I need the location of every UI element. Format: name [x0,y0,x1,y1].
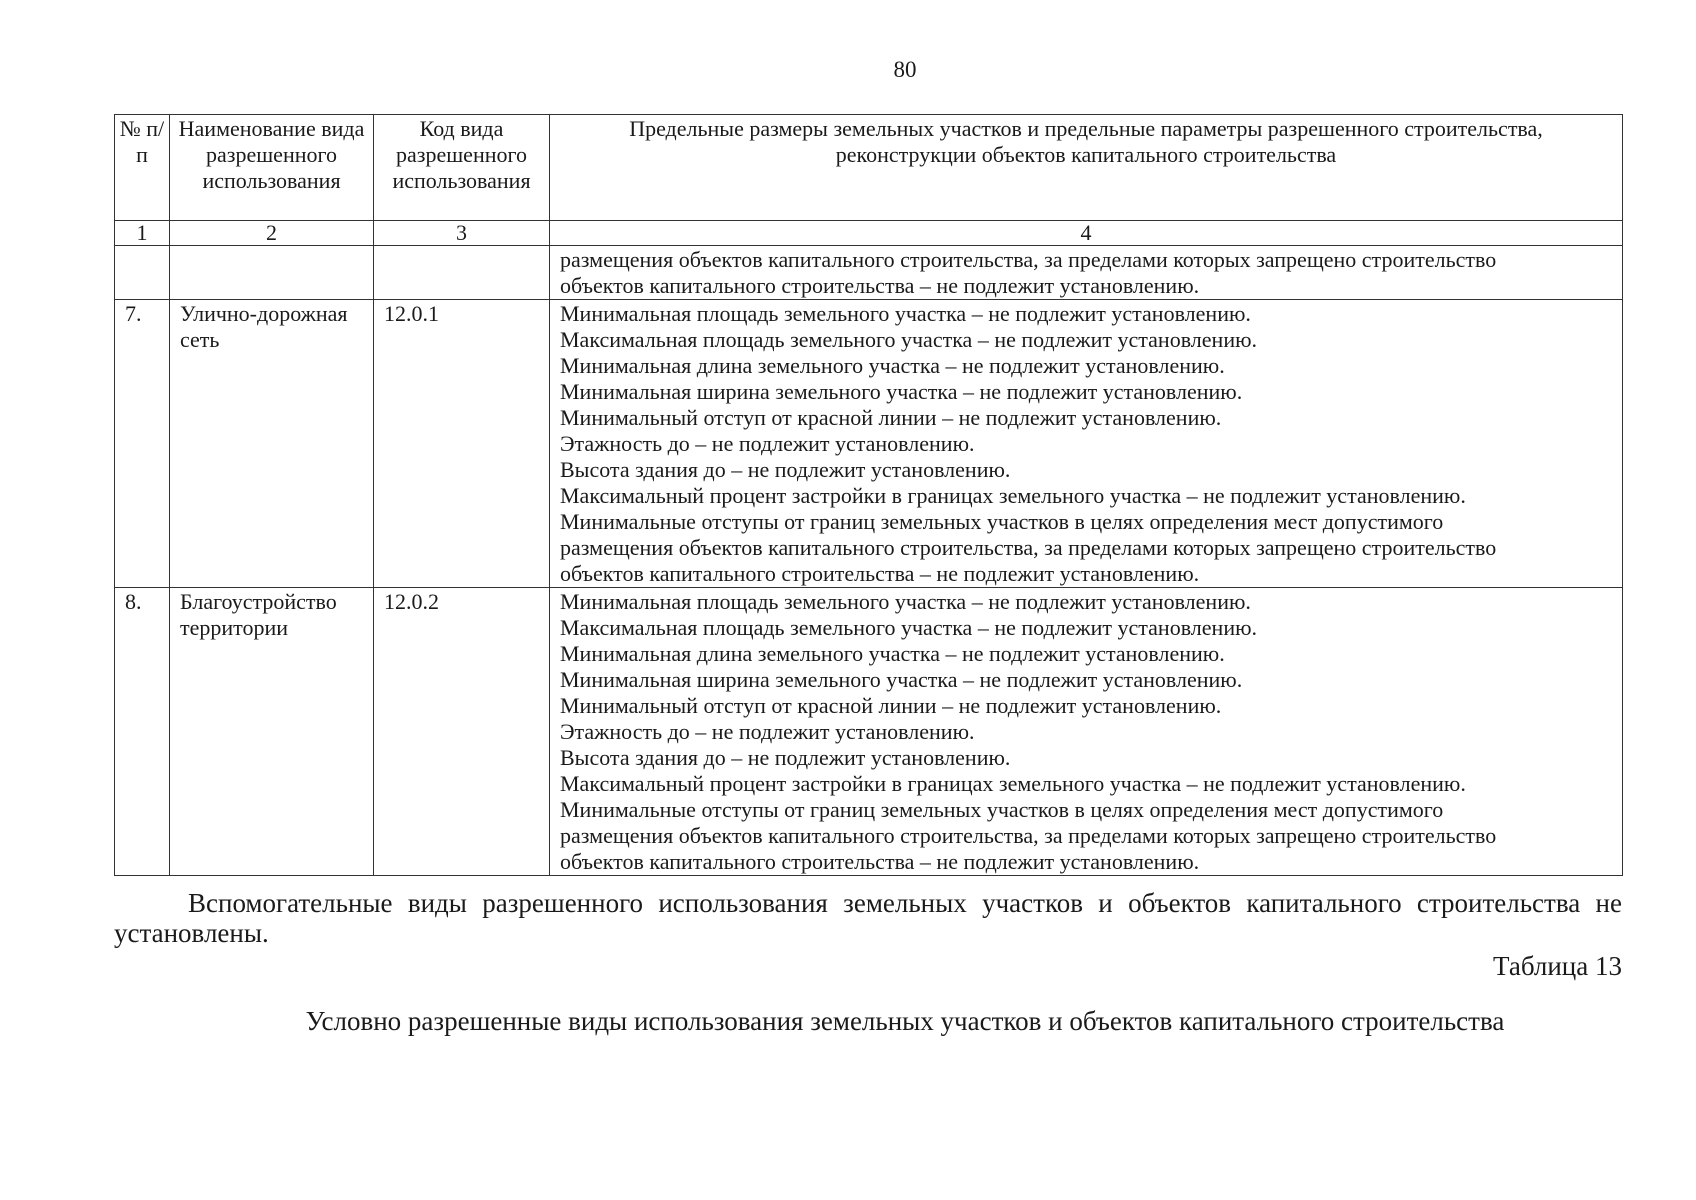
params-line: Максимальный процент застройки в границах земельного участка – не подлежит установлению. [560,771,1466,796]
row-params-cell [550,588,1623,876]
params-line: Минимальная длина земельного участка – не подлежит установлению. [560,353,1225,378]
column-number-row [115,221,1623,246]
params-line: Максимальная площадь земельного участка – не подлежит установлению. [560,327,1258,352]
row-use-name: Улично-дорожная сеть [170,300,374,588]
row-number: 8. [115,588,170,876]
table-row [115,300,1623,588]
row-params-cell [550,300,1623,588]
params-line: размещения объектов капитального строительства, за пределами которых запрещено строительство [560,247,1497,272]
params-line: Минимальная площадь земельного участка – не подлежит установлению. [560,301,1251,326]
params-line: размещения объектов капитального строительства, за пределами которых запрещено строительство [560,535,1497,560]
params-line: Минимальная ширина земельного участка – не подлежит установлению. [560,379,1243,404]
params-line: Минимальные отступы от границ земельных участков в целях определения мест допустимого [560,797,1444,822]
params-line: Максимальная площадь земельного участка – не подлежит установлению. [560,615,1258,640]
table-title: Условно разрешенные виды использования земельных участков и объектов капитального строительства [305,1006,1505,1036]
table-header-row [115,115,1623,221]
row-name-cell [170,246,374,300]
row-number-cell [115,246,170,300]
params-line: Минимальная ширина земельного участка – не подлежит установлению. [560,667,1243,692]
header-use-code: Код вида разрешенного использования [374,115,550,221]
params-line: Минимальный отступ от красной линии – не подлежит установлению. [560,693,1222,718]
header-use-name: Наименование вида разрешенного использования [170,115,374,221]
column-number: 3 [374,221,550,246]
row-code-cell [374,246,550,300]
params-line: Минимальная длина земельного участка – не подлежит установлению. [560,641,1225,666]
continuation-row [115,246,1623,300]
regulations-table [114,114,1623,876]
column-number: 1 [115,221,170,246]
header-number: № п/п [115,115,170,221]
params-line: Высота здания до – не подлежит установлению. [560,745,1011,770]
params-line: Этажность до – не подлежит установлению. [560,431,975,456]
params-line: Минимальные отступы от границ земельных участков в целях определения мест допустимого [560,509,1444,534]
page-number: 80 [893,57,917,82]
params-line: объектов капитального строительства – не подлежит установлению. [560,849,1200,874]
row-use-code: 12.0.1 [374,300,550,588]
params-line: Этажность до – не подлежит установлению. [560,719,975,744]
row-use-code: 12.0.2 [374,588,550,876]
params-line: Минимальный отступ от красной линии – не подлежит установлению. [560,405,1222,430]
column-number: 2 [170,221,374,246]
table-row [115,588,1623,876]
params-line: объектов капитального строительства – не подлежит установлению. [560,561,1200,586]
header-parameters: Предельные размеры земельных участков и предельные параметры разрешенного строительства, реконструкции объектов капитального строительства [550,115,1623,221]
params-line: Минимальная площадь земельного участка – не подлежит установлению. [560,589,1251,614]
row-use-name: Благоустройство территории [170,588,374,876]
column-number: 4 [550,221,1623,246]
params-line: размещения объектов капитального строительства, за пределами которых запрещено строительство [560,823,1497,848]
row-number: 7. [115,300,170,588]
table-label: Таблица 13 [1493,951,1622,981]
row-params-cell [550,246,1623,300]
auxiliary-uses-note: Вспомогательные виды разрешенного использования земельных участков и объектов капитального строительства не установлены. [114,888,1622,948]
params-line: Высота здания до – не подлежит установлению. [560,457,1011,482]
params-line: Максимальный процент застройки в границах земельного участка – не подлежит установлению. [560,483,1466,508]
params-line: объектов капитального строительства – не подлежит установлению. [560,273,1200,298]
